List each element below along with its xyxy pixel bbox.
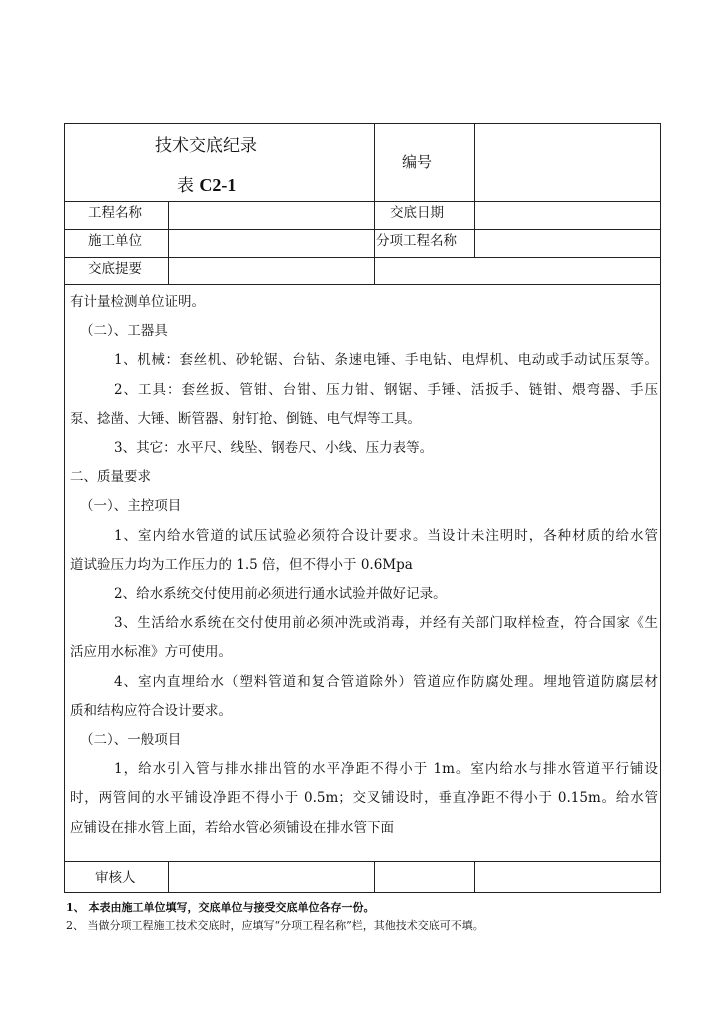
row-divider: [65, 284, 660, 285]
subproject-label: 分项工程名称: [376, 233, 457, 249]
content-line: 4、室内直埋给水（塑料管道和复合管道除外）管道应作防腐处理。埋地管道防腐层材: [114, 673, 658, 690]
footnote-1: 1、 本表由施工单位填写，交底单位与接受交底单位各存一份。: [66, 901, 375, 914]
date-label: 交底日期: [390, 205, 444, 221]
col-divider: [168, 861, 169, 892]
number-label: 编号: [402, 153, 433, 171]
form-code-number: C2-1: [199, 175, 237, 195]
content-line: 2、给水系统交付使用前必须进行通水试验并做好记录。: [114, 586, 447, 603]
project-name-label: 工程名称: [88, 205, 142, 221]
row-divider: [65, 229, 660, 230]
reviewer-label: 审核人: [95, 870, 136, 886]
content-line: 1，给水引入管与排水排出管的水平净距不得小于 1m。室内给水与排水管道平行铺设: [114, 761, 658, 778]
content-line: 2、工具：套丝扳、管钳、台钳、压力钳、钢锯、手锤、活扳手、链钳、煨弯器、手压: [114, 381, 658, 398]
content-line: 有计量检测单位证明。: [70, 294, 205, 310]
content-line: 泵、捻凿、大锤、断管器、射钉抢、倒链、电气焊等工具。: [70, 410, 421, 427]
content-line: 应铺设在排水管上面，若给水管必须铺设在排水管下面: [70, 819, 394, 836]
content-line: 活应用水标准》方可使用。: [70, 644, 232, 661]
col-divider: [374, 124, 375, 284]
contractor-label: 施工单位: [88, 233, 142, 249]
footnote-2: 2、 当做分项工程施工技术交底时，应填写“分项工程名称”栏，其他技术交底可不填。: [66, 919, 484, 932]
summary-label: 交底提要: [88, 261, 142, 277]
form-code-prefix: 表: [177, 176, 194, 196]
content-line: 时，两管间的水平铺设净距不得小于 0.5m；交叉铺设时，垂直净距不得小于 0.15m。给水管: [70, 790, 658, 807]
content-heading: 二、质量要求: [70, 469, 151, 486]
content-line: 质和结构应符合设计要求。: [70, 702, 232, 719]
content-line: 1、机械：套丝机、砂轮锯、台钻、条速电锤、手电钻、电焊机、电动或手动试压泵等。: [114, 352, 658, 369]
form-code: [177, 171, 236, 196]
content-body: [70, 288, 658, 843]
col-divider: [474, 861, 475, 892]
content-heading: （二）、工器具: [80, 323, 168, 340]
row-divider: [65, 201, 660, 202]
content-line: 3、其它：水平尺、线坠、钢卷尺、小线、压力表等。: [114, 440, 434, 457]
row-divider: [65, 257, 660, 258]
col-divider: [168, 201, 169, 284]
content-line: 3、生活给水系统在交付使用前必须冲洗或消毒，并经有关部门取样检查，符合国家《生: [114, 615, 658, 632]
col-divider: [374, 861, 375, 892]
content-heading: （一）、主控项目: [80, 498, 182, 515]
row-divider: [65, 861, 660, 862]
col-divider: [474, 124, 475, 257]
content-line: 道试验压力均为工作压力的 1.5 倍，但不得小于 0.6Mpa: [70, 556, 413, 573]
content-heading: （二）、一般项目: [80, 732, 182, 749]
content-line: 1、室内给水管道的试压试验必须符合设计要求。当设计未注明时，各种材质的给水管: [114, 527, 658, 544]
form-title: 技术交底纪录: [155, 136, 257, 156]
